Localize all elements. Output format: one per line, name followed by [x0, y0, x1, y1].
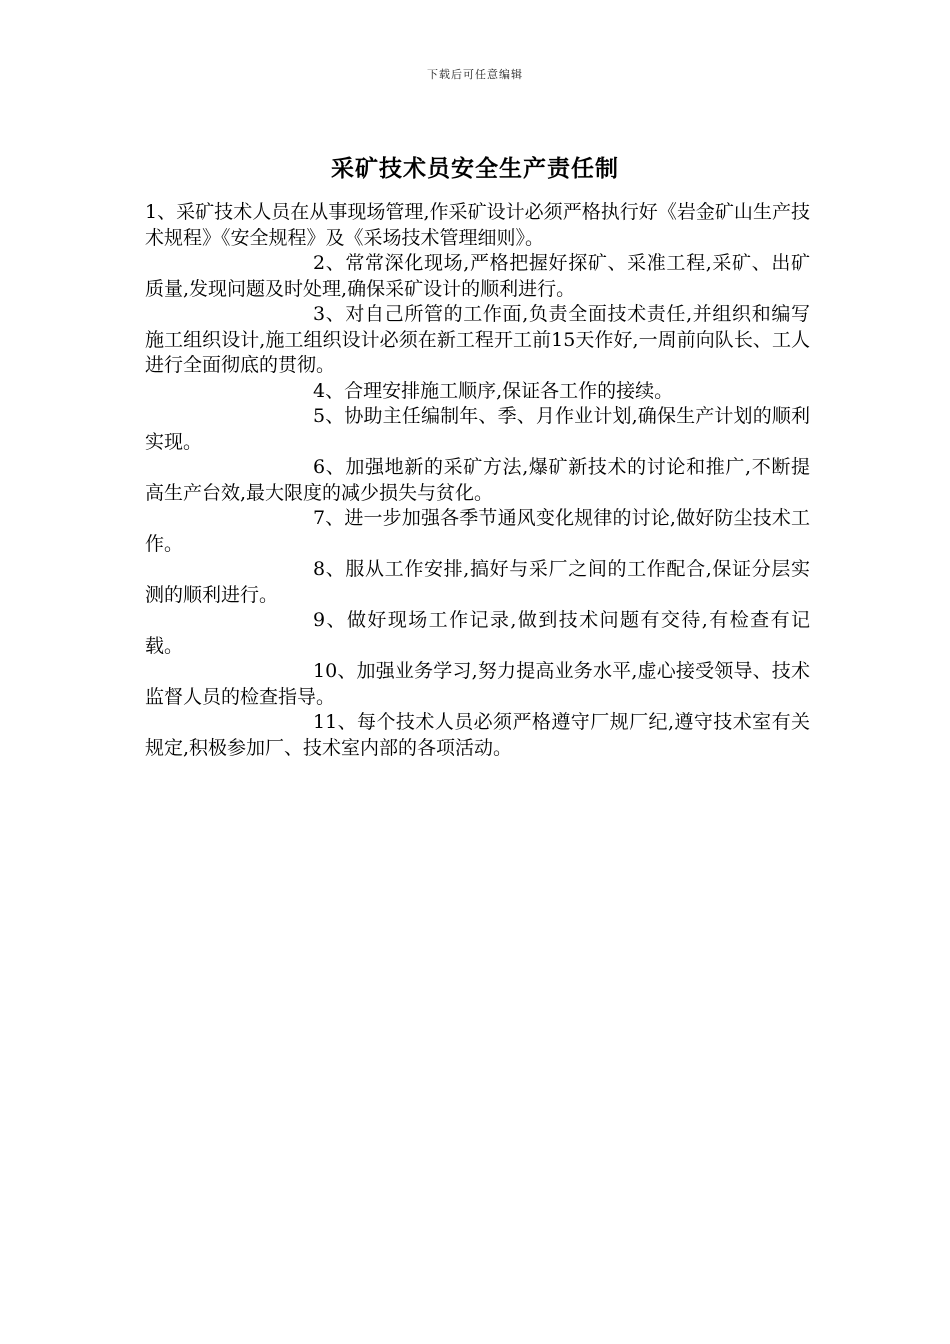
list-item: 2、常常深化现场,严格把握好探矿、采准工程,采矿、出矿质量,发现问题及时处理,确保采矿设计的顺利进行。 [145, 252, 810, 300]
list-item: 8、服从工作安排,搞好与采厂之间的工作配合,保证分层实测的顺利进行。 [145, 558, 810, 606]
list-item: 9、做好现场工作记录,做到技术问题有交待,有检查有记载。 [145, 609, 810, 657]
document-title: 采矿技术员安全生产责任制 [331, 155, 619, 182]
list-item: 11、每个技术人员必须严格遵守厂规厂纪,遵守技术室有关规定,积极参加厂、技术室内部的各项活动。 [145, 711, 810, 759]
header-note: 下载后可任意编辑 [427, 68, 523, 81]
list-item: 10、加强业务学习,努力提高业务水平,虚心接受领导、技术监督人员的检查指导。 [145, 660, 810, 708]
list-item: 6、加强地新的采矿方法,爆矿新技术的讨论和推广,不断提高生产台效,最大限度的减少损失与贫化。 [145, 456, 810, 504]
document-body [145, 200, 810, 761]
list-item: 5、协助主任编制年、季、月作业计划,确保生产计划的顺利实现。 [145, 405, 810, 453]
list-item: 7、进一步加强各季节通风变化规律的讨论,做好防尘技术工作。 [145, 507, 810, 555]
list-item: 3、对自己所管的工作面,负责全面技术责任,并组织和编写施工组织设计,施工组织设计必须在新工程开工前15天作好,一周前向队长、工人进行全面彻底的贯彻。 [145, 303, 810, 376]
list-item: 4、合理安排施工顺序,保证各工作的接续。 [313, 379, 674, 402]
list-item: 1、采矿技术人员在从事现场管理,作采矿设计必须严格执行好《岩金矿山生产技术规程》《安全规程》及《采场技术管理细则》。 [145, 201, 810, 249]
